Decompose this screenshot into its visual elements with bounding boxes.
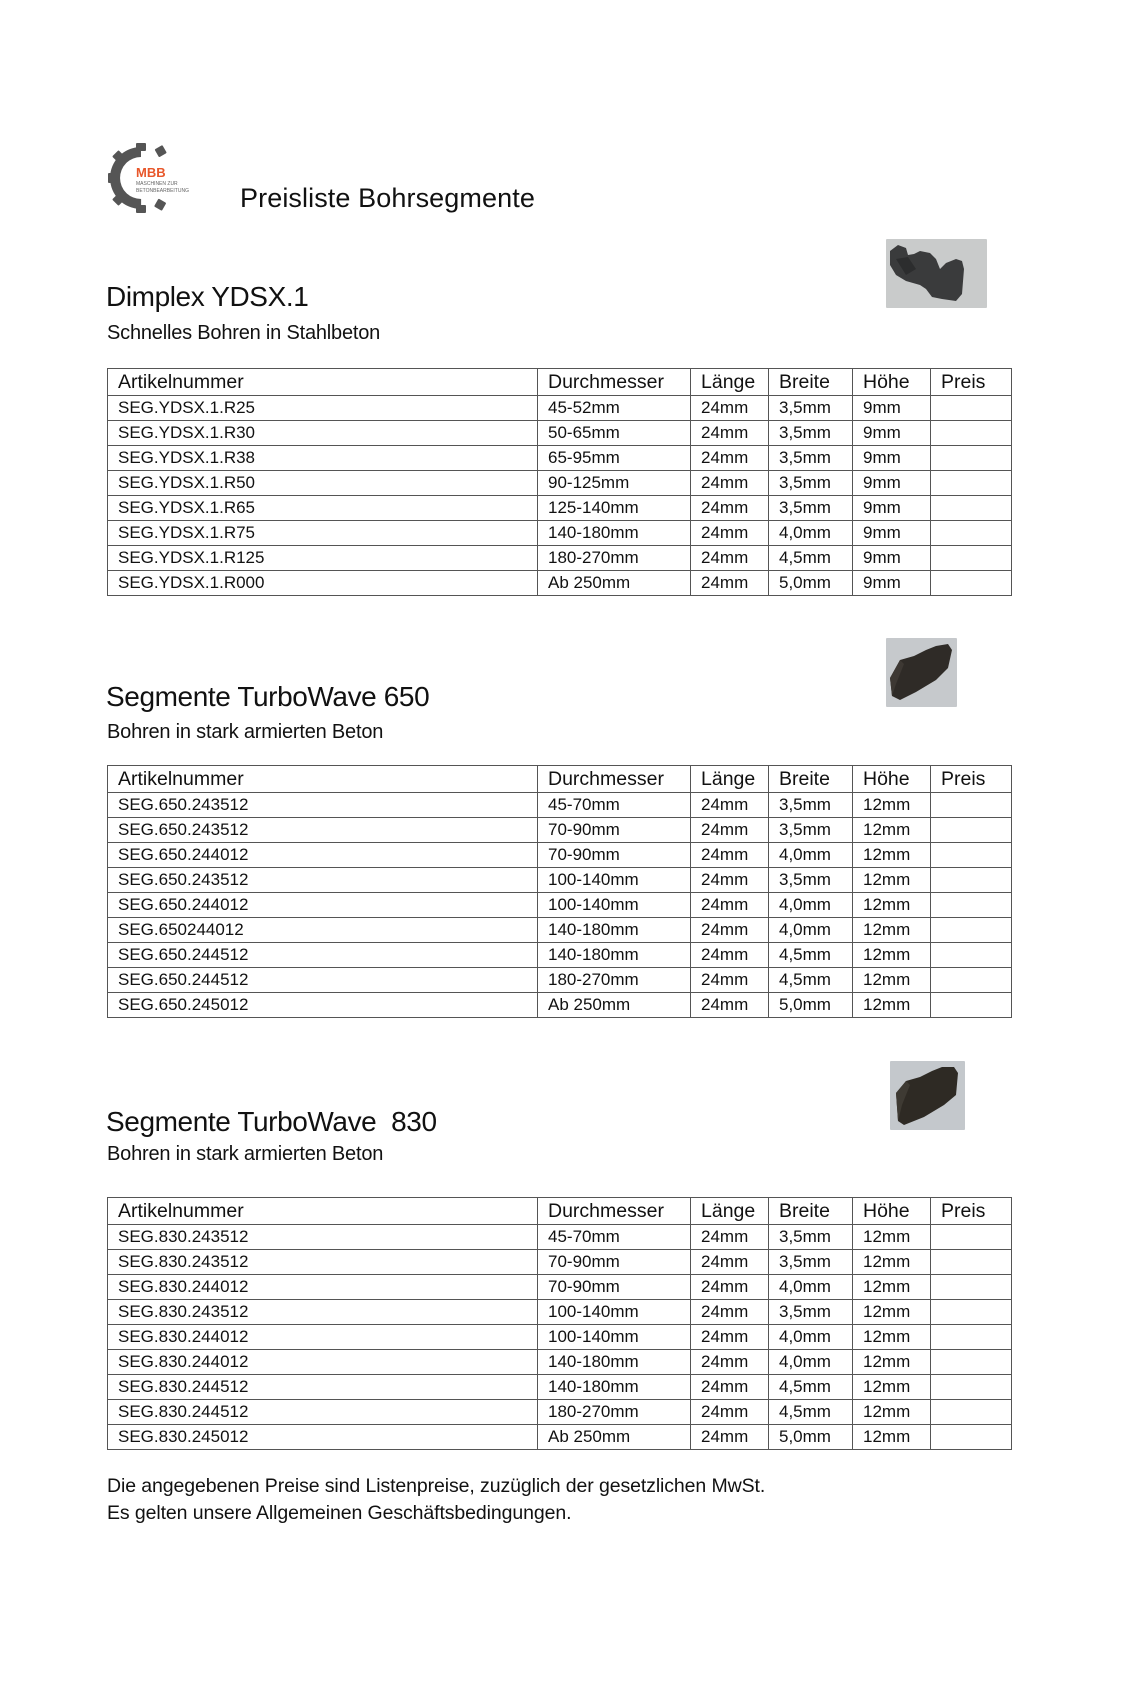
logo-line1: MASCHINEN ZUR xyxy=(136,181,178,187)
cell-breite: 4,0mm xyxy=(769,1325,853,1350)
cell-hoehe: 12mm xyxy=(853,793,931,818)
cell-artikelnummer: SEG.830.244512 xyxy=(108,1375,538,1400)
cell-artikelnummer: SEG.830.244012 xyxy=(108,1350,538,1375)
col-header-durchmesser: Durchmesser xyxy=(538,766,691,793)
cell-preis xyxy=(931,396,1012,421)
cell-artikelnummer: SEG.YDSX.1.R30 xyxy=(108,421,538,446)
cell-laenge: 24mm xyxy=(691,993,769,1018)
cell-preis xyxy=(931,571,1012,596)
cell-artikelnummer: SEG.830.245012 xyxy=(108,1425,538,1450)
cell-laenge: 24mm xyxy=(691,571,769,596)
segment-photo-turbowave-650 xyxy=(886,638,957,707)
table-row xyxy=(108,868,1012,893)
cell-hoehe: 9mm xyxy=(853,396,931,421)
cell-durchmesser: 140-180mm xyxy=(538,1350,691,1375)
cell-artikelnummer: SEG.650.244512 xyxy=(108,943,538,968)
cell-artikelnummer: SEG.YDSX.1.R75 xyxy=(108,521,538,546)
col-header-hoehe: Höhe xyxy=(853,766,931,793)
col-header-hoehe: Höhe xyxy=(853,369,931,396)
company-logo xyxy=(108,143,208,213)
table-row xyxy=(108,1325,1012,1350)
cell-laenge: 24mm xyxy=(691,1300,769,1325)
cell-preis xyxy=(931,1375,1012,1400)
cell-hoehe: 12mm xyxy=(853,1300,931,1325)
cell-artikelnummer: SEG.650244012 xyxy=(108,918,538,943)
cell-hoehe: 12mm xyxy=(853,818,931,843)
cell-durchmesser: 70-90mm xyxy=(538,818,691,843)
table-row xyxy=(108,1250,1012,1275)
cell-durchmesser: 100-140mm xyxy=(538,893,691,918)
cell-preis xyxy=(931,968,1012,993)
cell-durchmesser: Ab 250mm xyxy=(538,1425,691,1450)
cell-preis xyxy=(931,546,1012,571)
cell-durchmesser: Ab 250mm xyxy=(538,993,691,1018)
cell-durchmesser: 45-52mm xyxy=(538,396,691,421)
col-header-durchmesser: Durchmesser xyxy=(538,1198,691,1225)
cell-preis xyxy=(931,1250,1012,1275)
cell-laenge: 24mm xyxy=(691,1425,769,1450)
cell-durchmesser: 90-125mm xyxy=(538,471,691,496)
cell-hoehe: 12mm xyxy=(853,893,931,918)
cell-hoehe: 12mm xyxy=(853,1350,931,1375)
cell-laenge: 24mm xyxy=(691,1250,769,1275)
cell-artikelnummer: SEG.830.244012 xyxy=(108,1275,538,1300)
col-header-preis: Preis xyxy=(931,1198,1012,1225)
cell-laenge: 24mm xyxy=(691,943,769,968)
logo-brand: MBB xyxy=(136,165,166,180)
section-subtitle-dimplex: Schnelles Bohren in Stahlbeton xyxy=(107,322,381,344)
cell-hoehe: 9mm xyxy=(853,546,931,571)
cell-artikelnummer: SEG.YDSX.1.R38 xyxy=(108,446,538,471)
cell-artikelnummer: SEG.YDSX.1.R25 xyxy=(108,396,538,421)
section-title-turbowave-830: Segmente TurboWave 830 xyxy=(106,1106,437,1137)
cell-artikelnummer: SEG.650.243512 xyxy=(108,868,538,893)
cell-hoehe: 12mm xyxy=(853,1275,931,1300)
cell-artikelnummer: SEG.YDSX.1.R65 xyxy=(108,496,538,521)
cell-laenge: 24mm xyxy=(691,918,769,943)
cell-breite: 4,0mm xyxy=(769,1275,853,1300)
table-header-row xyxy=(108,369,1012,396)
cell-breite: 4,0mm xyxy=(769,843,853,868)
cell-laenge: 24mm xyxy=(691,421,769,446)
cell-laenge: 24mm xyxy=(691,793,769,818)
cell-breite: 3,5mm xyxy=(769,1225,853,1250)
cell-laenge: 24mm xyxy=(691,396,769,421)
cell-artikelnummer: SEG.650.244512 xyxy=(108,968,538,993)
cell-preis xyxy=(931,1400,1012,1425)
cell-durchmesser: 180-270mm xyxy=(538,1400,691,1425)
cell-hoehe: 9mm xyxy=(853,571,931,596)
cell-hoehe: 12mm xyxy=(853,993,931,1018)
cell-durchmesser: 45-70mm xyxy=(538,1225,691,1250)
cell-preis xyxy=(931,843,1012,868)
col-header-laenge: Länge xyxy=(691,766,769,793)
cell-hoehe: 9mm xyxy=(853,496,931,521)
table-row xyxy=(108,1375,1012,1400)
cell-artikelnummer: SEG.650.244012 xyxy=(108,893,538,918)
table-row xyxy=(108,818,1012,843)
cell-artikelnummer: SEG.650.243512 xyxy=(108,818,538,843)
cell-laenge: 24mm xyxy=(691,471,769,496)
cell-breite: 3,5mm xyxy=(769,471,853,496)
cell-preis xyxy=(931,993,1012,1018)
table-row xyxy=(108,1400,1012,1425)
cell-laenge: 24mm xyxy=(691,893,769,918)
cell-durchmesser: 140-180mm xyxy=(538,943,691,968)
cell-preis xyxy=(931,793,1012,818)
cell-preis xyxy=(931,521,1012,546)
segment-photo-dimplex xyxy=(886,239,987,308)
segment-photo-turbowave-830 xyxy=(890,1061,965,1130)
cell-artikelnummer: SEG.650.244012 xyxy=(108,843,538,868)
cell-preis xyxy=(931,471,1012,496)
section-title-turbowave-650: Segmente TurboWave 650 xyxy=(106,681,430,712)
cell-artikelnummer: SEG.650.243512 xyxy=(108,793,538,818)
cell-durchmesser: 140-180mm xyxy=(538,918,691,943)
col-header-artikelnummer: Artikelnummer xyxy=(108,369,538,396)
cell-preis xyxy=(931,1425,1012,1450)
cell-hoehe: 12mm xyxy=(853,1375,931,1400)
table-row xyxy=(108,843,1012,868)
cell-hoehe: 12mm xyxy=(853,1250,931,1275)
cell-hoehe: 12mm xyxy=(853,868,931,893)
cell-breite: 4,5mm xyxy=(769,968,853,993)
cell-laenge: 24mm xyxy=(691,446,769,471)
table-row xyxy=(108,546,1012,571)
cell-durchmesser: Ab 250mm xyxy=(538,571,691,596)
cell-breite: 3,5mm xyxy=(769,818,853,843)
cell-durchmesser: 70-90mm xyxy=(538,1275,691,1300)
cell-breite: 3,5mm xyxy=(769,421,853,446)
cell-laenge: 24mm xyxy=(691,868,769,893)
col-header-breite: Breite xyxy=(769,1198,853,1225)
page-title: Preisliste Bohrsegmente xyxy=(240,183,535,213)
section-title-dimplex: Dimplex YDSX.1 xyxy=(106,281,309,312)
table-row xyxy=(108,793,1012,818)
cell-laenge: 24mm xyxy=(691,1275,769,1300)
cell-durchmesser: 100-140mm xyxy=(538,1325,691,1350)
table-row xyxy=(108,1350,1012,1375)
cell-laenge: 24mm xyxy=(691,968,769,993)
cell-breite: 5,0mm xyxy=(769,993,853,1018)
cell-durchmesser: 180-270mm xyxy=(538,546,691,571)
cell-durchmesser: 70-90mm xyxy=(538,1250,691,1275)
cell-durchmesser: 125-140mm xyxy=(538,496,691,521)
cell-preis xyxy=(931,421,1012,446)
table-row xyxy=(108,1300,1012,1325)
cell-artikelnummer: SEG.830.244512 xyxy=(108,1400,538,1425)
table-header-row xyxy=(108,1198,1012,1225)
cell-breite: 4,0mm xyxy=(769,1350,853,1375)
table-row xyxy=(108,968,1012,993)
table-row xyxy=(108,521,1012,546)
cell-durchmesser: 140-180mm xyxy=(538,1375,691,1400)
cell-preis xyxy=(931,868,1012,893)
cell-breite: 4,0mm xyxy=(769,893,853,918)
cell-preis xyxy=(931,1300,1012,1325)
table-row xyxy=(108,421,1012,446)
col-header-laenge: Länge xyxy=(691,369,769,396)
cell-hoehe: 12mm xyxy=(853,968,931,993)
cell-hoehe: 12mm xyxy=(853,918,931,943)
cell-artikelnummer: SEG.650.245012 xyxy=(108,993,538,1018)
cell-laenge: 24mm xyxy=(691,1225,769,1250)
table-header-row xyxy=(108,766,1012,793)
table-row xyxy=(108,446,1012,471)
cell-durchmesser: 180-270mm xyxy=(538,968,691,993)
cell-preis xyxy=(931,1275,1012,1300)
cell-preis xyxy=(931,496,1012,521)
table-row xyxy=(108,993,1012,1018)
section-subtitle-turbowave-650: Bohren in stark armierten Beton xyxy=(107,721,384,743)
cell-preis xyxy=(931,1325,1012,1350)
cell-laenge: 24mm xyxy=(691,1325,769,1350)
cell-hoehe: 9mm xyxy=(853,421,931,446)
cell-durchmesser: 65-95mm xyxy=(538,446,691,471)
col-header-artikelnummer: Artikelnummer xyxy=(108,766,538,793)
cell-breite: 4,5mm xyxy=(769,943,853,968)
table-row xyxy=(108,918,1012,943)
cell-hoehe: 12mm xyxy=(853,1425,931,1450)
cell-breite: 3,5mm xyxy=(769,1250,853,1275)
cell-hoehe: 9mm xyxy=(853,521,931,546)
cell-breite: 4,0mm xyxy=(769,918,853,943)
cell-laenge: 24mm xyxy=(691,1400,769,1425)
table-row xyxy=(108,571,1012,596)
cell-breite: 3,5mm xyxy=(769,496,853,521)
table-row xyxy=(108,943,1012,968)
cell-breite: 3,5mm xyxy=(769,868,853,893)
cell-preis xyxy=(931,446,1012,471)
cell-artikelnummer: SEG.YDSX.1.R000 xyxy=(108,571,538,596)
cell-artikelnummer: SEG.830.243512 xyxy=(108,1300,538,1325)
cell-hoehe: 9mm xyxy=(853,471,931,496)
cell-artikelnummer: SEG.830.243512 xyxy=(108,1225,538,1250)
cell-hoehe: 9mm xyxy=(853,446,931,471)
cell-preis xyxy=(931,918,1012,943)
cell-artikelnummer: SEG.YDSX.1.R50 xyxy=(108,471,538,496)
footer-note-terms: Es gelten unsere Allgemeinen Geschäftsbedingungen. xyxy=(107,1502,572,1524)
cell-hoehe: 12mm xyxy=(853,843,931,868)
col-header-preis: Preis xyxy=(931,766,1012,793)
cell-durchmesser: 50-65mm xyxy=(538,421,691,446)
cell-laenge: 24mm xyxy=(691,496,769,521)
cell-artikelnummer: SEG.830.244012 xyxy=(108,1325,538,1350)
cell-preis xyxy=(931,1225,1012,1250)
cell-breite: 3,5mm xyxy=(769,1300,853,1325)
cell-hoehe: 12mm xyxy=(853,943,931,968)
footer-note-vat: Die angegebenen Preise sind Listenpreise, zuzüglich der gesetzlichen MwSt. xyxy=(107,1475,766,1497)
cell-breite: 5,0mm xyxy=(769,571,853,596)
cell-hoehe: 12mm xyxy=(853,1225,931,1250)
col-header-breite: Breite xyxy=(769,369,853,396)
col-header-preis: Preis xyxy=(931,369,1012,396)
cell-durchmesser: 100-140mm xyxy=(538,868,691,893)
table-row xyxy=(108,1225,1012,1250)
col-header-artikelnummer: Artikelnummer xyxy=(108,1198,538,1225)
cell-artikelnummer: SEG.YDSX.1.R125 xyxy=(108,546,538,571)
cell-laenge: 24mm xyxy=(691,818,769,843)
cell-hoehe: 12mm xyxy=(853,1400,931,1425)
cell-laenge: 24mm xyxy=(691,546,769,571)
cell-hoehe: 12mm xyxy=(853,1325,931,1350)
cell-breite: 3,5mm xyxy=(769,446,853,471)
price-table-turbowave-650 xyxy=(107,765,1012,1018)
cell-breite: 5,0mm xyxy=(769,1425,853,1450)
cell-breite: 4,5mm xyxy=(769,546,853,571)
table-row xyxy=(108,893,1012,918)
table-row xyxy=(108,396,1012,421)
table-row xyxy=(108,1275,1012,1300)
cell-durchmesser: 70-90mm xyxy=(538,843,691,868)
logo-line2: BETONBEARBEITUNG xyxy=(136,188,189,194)
cell-durchmesser: 140-180mm xyxy=(538,521,691,546)
cell-artikelnummer: SEG.830.243512 xyxy=(108,1250,538,1275)
table-row xyxy=(108,471,1012,496)
cell-breite: 3,5mm xyxy=(769,793,853,818)
table-row xyxy=(108,1425,1012,1450)
cell-breite: 4,5mm xyxy=(769,1400,853,1425)
cell-breite: 4,0mm xyxy=(769,521,853,546)
cell-preis xyxy=(931,1350,1012,1375)
cell-laenge: 24mm xyxy=(691,1350,769,1375)
cell-laenge: 24mm xyxy=(691,521,769,546)
cell-breite: 4,5mm xyxy=(769,1375,853,1400)
cell-preis xyxy=(931,943,1012,968)
cell-breite: 3,5mm xyxy=(769,396,853,421)
cell-laenge: 24mm xyxy=(691,1375,769,1400)
cell-preis xyxy=(931,893,1012,918)
table-row xyxy=(108,496,1012,521)
price-table-turbowave-830 xyxy=(107,1197,1012,1450)
cell-preis xyxy=(931,818,1012,843)
cell-durchmesser: 45-70mm xyxy=(538,793,691,818)
col-header-hoehe: Höhe xyxy=(853,1198,931,1225)
col-header-breite: Breite xyxy=(769,766,853,793)
section-subtitle-turbowave-830: Bohren in stark armierten Beton xyxy=(107,1143,384,1165)
cell-laenge: 24mm xyxy=(691,843,769,868)
col-header-durchmesser: Durchmesser xyxy=(538,369,691,396)
price-table-dimplex xyxy=(107,368,1012,596)
cell-durchmesser: 100-140mm xyxy=(538,1300,691,1325)
col-header-laenge: Länge xyxy=(691,1198,769,1225)
